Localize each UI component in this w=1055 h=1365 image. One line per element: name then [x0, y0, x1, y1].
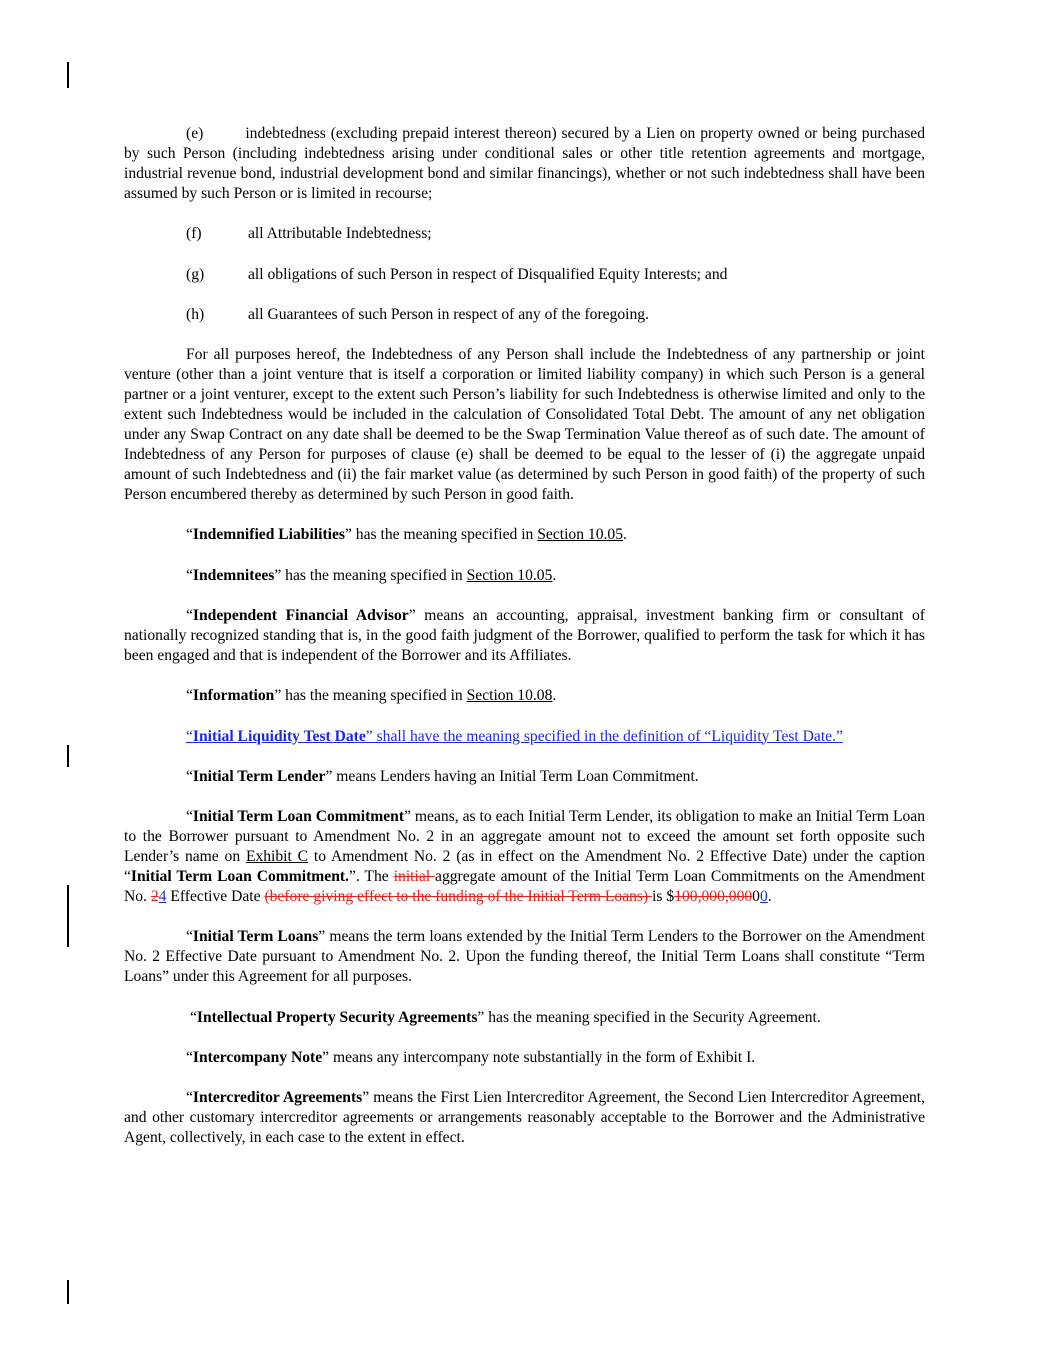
definition-intercreditor-agreements: “Intercreditor Agreements” means the First Lien Intercreditor Agreement, the Second Lien Intercreditor Agreement, and other customary intercreditor agreements or arrangements reasonably acceptable to the Borrower and the Administrative Agent, collectively, in each case to the extent in effect. — [124, 1089, 925, 1147]
definition-end: . — [552, 687, 557, 705]
definition-indemnitees: “Indemnitees” has the meaning specified in Section 10.05. — [186, 566, 557, 584]
deleted-text: initial — [393, 868, 436, 886]
clause-f — [186, 224, 925, 244]
definition-initial-term-lender: “Initial Term Lender” means Lenders having an Initial Term Loan Commitment. — [186, 767, 699, 785]
definition-text: ” has the meaning specified in — [274, 687, 467, 705]
clause-g — [186, 265, 925, 285]
definition-independent-financial-advisor: “Independent Financial Advisor” means an accounting, appraisal, investment banking firm or consultant of nationally recognized standing that is, in the good faith judgment of the Borrower, qualified to perform the task for which it has been engaged and that is independent of the Borrower and its Affiliates. — [124, 606, 925, 664]
defined-term: Initial Liquidity Test Date — [192, 727, 366, 745]
definition-text: Effective Date — [166, 887, 265, 905]
definition-text: is $ — [652, 887, 675, 905]
definition-ip-security-agreements: “Intellectual Property Security Agreements” has the meaning specified in the Security Agreement. — [190, 1008, 821, 1026]
clause-label: (f) — [186, 225, 202, 243]
defined-term: Indemnitees — [192, 566, 275, 584]
definition-text: ” means the term loans extended by the Initial Term Lenders to the Borrower on the Amendment No. 2 Effective Date pursuant to Amendment No. 2. Upon the funding thereof, the Initial Term Loans shall constitute “Term Loans” under this Agreement for all purposes. — [124, 928, 925, 986]
defined-term: Information — [192, 687, 275, 705]
definition-text: 0 — [752, 887, 760, 905]
definition-end: . — [552, 566, 557, 584]
definition-text: ” has the meaning specified in the Security Agreement. — [477, 1008, 821, 1026]
definition-text: ” means Lenders having an Initial Term Loan Commitment. — [325, 767, 699, 785]
clause-text: all Guarantees of such Person in respect of any of the foregoing. — [248, 305, 649, 323]
definition-text: ” means an accounting, appraisal, investment banking firm or consultant of nationally recognized standing that is, in the good faith judgment of the Borrower, qualified to perform the task for which it has been engaged and that is independent of the Borrower and its Affiliates. — [124, 606, 925, 664]
section-reference[interactable]: Section 10.08 — [466, 687, 553, 705]
definition-end: . — [623, 526, 627, 544]
definition-information: “Information” has the meaning specified in Section 10.08. — [186, 687, 557, 705]
defined-term: Initial Term Lender — [192, 767, 326, 785]
definition-text: ” shall have the meaning specified in the definition of “Liquidity Test Date.” — [365, 727, 843, 745]
clause-label: (e) — [186, 125, 204, 142]
clause-h — [186, 305, 925, 325]
definition-initial-term-loan-commitment: “Initial Term Loan Commitment” means, as to each Initial Term Lender, its obligation to make an Initial Term Loan to the Borrower pursuant to Amendment No. 2 in an aggregate amount not to exceed the amount set forth opposite such Lender’s name on Exhibit C to Amendment No. 2 (as in effect on the Amendment No. 2 Effective Date) under the caption “Initial Term Loan Commitment.”. The initial aggregate amount of the Initial Term Loan Commitments on the Amendment No. 24 Effective Date (before giving effect to the funding of the Initial Term Loans) is $100,000,00000. — [124, 808, 925, 905]
definition-end: . — [767, 887, 772, 905]
exhibit-reference[interactable]: Exhibit C — [245, 848, 309, 866]
clause-text: indebtedness (excluding prepaid interest thereon) secured by a Lien on property owned or being purchased by such Person (including indebtedness arising under conditional sales or other title retention agreements and mortgage, industrial revenue bond, industrial development bond and similar financings), whether or not such indebtedness shall have been assumed by such Person or is limited in recourse; — [124, 125, 925, 202]
change-bar — [67, 1280, 69, 1304]
defined-term: Indemnified Liabilities — [192, 526, 345, 544]
defined-term: Independent Financial Advisor — [192, 606, 409, 624]
clause-e — [124, 124, 925, 204]
inserted-text: 4 — [158, 887, 167, 905]
section-reference[interactable]: Section 10.05 — [537, 526, 624, 544]
clause-text: all Attributable Indebtedness; — [248, 225, 432, 243]
defined-term: Intercompany Note — [192, 1049, 323, 1066]
definition-initial-term-loans: “Initial Term Loans” means the term loans extended by the Initial Term Lenders to the Borrower on the Amendment No. 2 Effective Date pursuant to Amendment No. 2. Upon the funding thereof, the Initial Term Loans shall constitute “Term Loans” under this Agreement for all purposes. — [124, 928, 925, 986]
definition-text: ”. The — [348, 868, 394, 886]
defined-term: Initial Term Loans — [192, 928, 319, 946]
document-page — [124, 124, 925, 1169]
caption-term: Initial Term Loan Commitment. — [130, 868, 349, 886]
definition-text: ” means, as to each Initial Term Lender, its obligation to make an Initial Term Loan to the Borrower pursuant to Amendment No. 2 in an aggregate amount not to exceed the amount set forth opposite such Lender’s name on — [124, 808, 925, 866]
definition-indemnified-liabilities: “Indemnified Liabilities” has the meaning specified in Section 10.05. — [186, 526, 627, 544]
paragraph-all-purposes: For all purposes hereof, the Indebtedness of any Person shall include the Indebtedness of any partnership or joint venture (other than a joint venture that is itself a corporation or limited liability company) in which such Person is a general partner or a joint venturer, except to the extent such Person’s liability for such Indebtedness is otherwise limited and only to the extent such Indebtedness would be included in the calculation of Consolidated Total Debt. The amount of any net obligation under any Swap Contract on any date shall be deemed to be the Swap Termination Value thereof as of such date. The amount of Indebtedness of any Person for purposes of clause (e) shall be deemed to be equal to the lesser of (i) the aggregate unpaid amount of such Indebtedness and (ii) the fair market value (as determined by such Person in good faith) of the property of such Person encumbered thereby as determined by such Person in good faith. — [124, 346, 925, 503]
definition-initial-liquidity-test-date: “Initial Liquidity Test Date” shall have the meaning specified in the definition of “Liquidity Test Date.” — [186, 727, 843, 745]
section-reference[interactable]: Section 10.05 — [466, 566, 553, 584]
definition-text: ” has the meaning specified in — [344, 526, 538, 544]
change-bar — [67, 885, 69, 947]
defined-term: Initial Term Loan Commitment — [192, 808, 405, 826]
change-bar — [67, 745, 69, 767]
definition-text: to Amendment No. 2 (as in effect on the Amendment No. 2 Effective Date) under the caption “ — [124, 848, 925, 886]
definition-text: ” means any intercompany note substantially in the form of Exhibit I. — [322, 1049, 756, 1066]
deleted-text: 100,000,000 — [674, 887, 753, 905]
definition-text: aggregate amount of the Initial Term Loan Commitments on the Amendment No. — [124, 868, 925, 905]
clause-label: (h) — [186, 305, 205, 323]
clause-label: (g) — [186, 265, 205, 283]
deleted-text: (before giving effect to the funding of the Initial Term Loans) — [264, 887, 653, 905]
inserted-text: 0 — [759, 887, 768, 905]
change-bar — [67, 62, 69, 88]
clause-text: all obligations of such Person in respect of Disqualified Equity Interests; and — [248, 265, 728, 283]
defined-term: Intellectual Property Security Agreements — [196, 1008, 478, 1026]
definition-text: ” means the First Lien Intercreditor Agreement, the Second Lien Intercreditor Agreement, and other customary intercreditor agreements or arrangements reasonably acceptable to the Borrower and the Administrative Agent, collectively, in each case to the extent in effect. — [124, 1089, 925, 1147]
defined-term: Intercreditor Agreements — [192, 1089, 363, 1107]
definition-text: ” has the meaning specified in — [274, 566, 467, 584]
definition-intercompany-note: “Intercompany Note” means any intercompany note substantially in the form of Exhibit I. — [186, 1049, 756, 1066]
deleted-text: 2 — [150, 887, 159, 905]
